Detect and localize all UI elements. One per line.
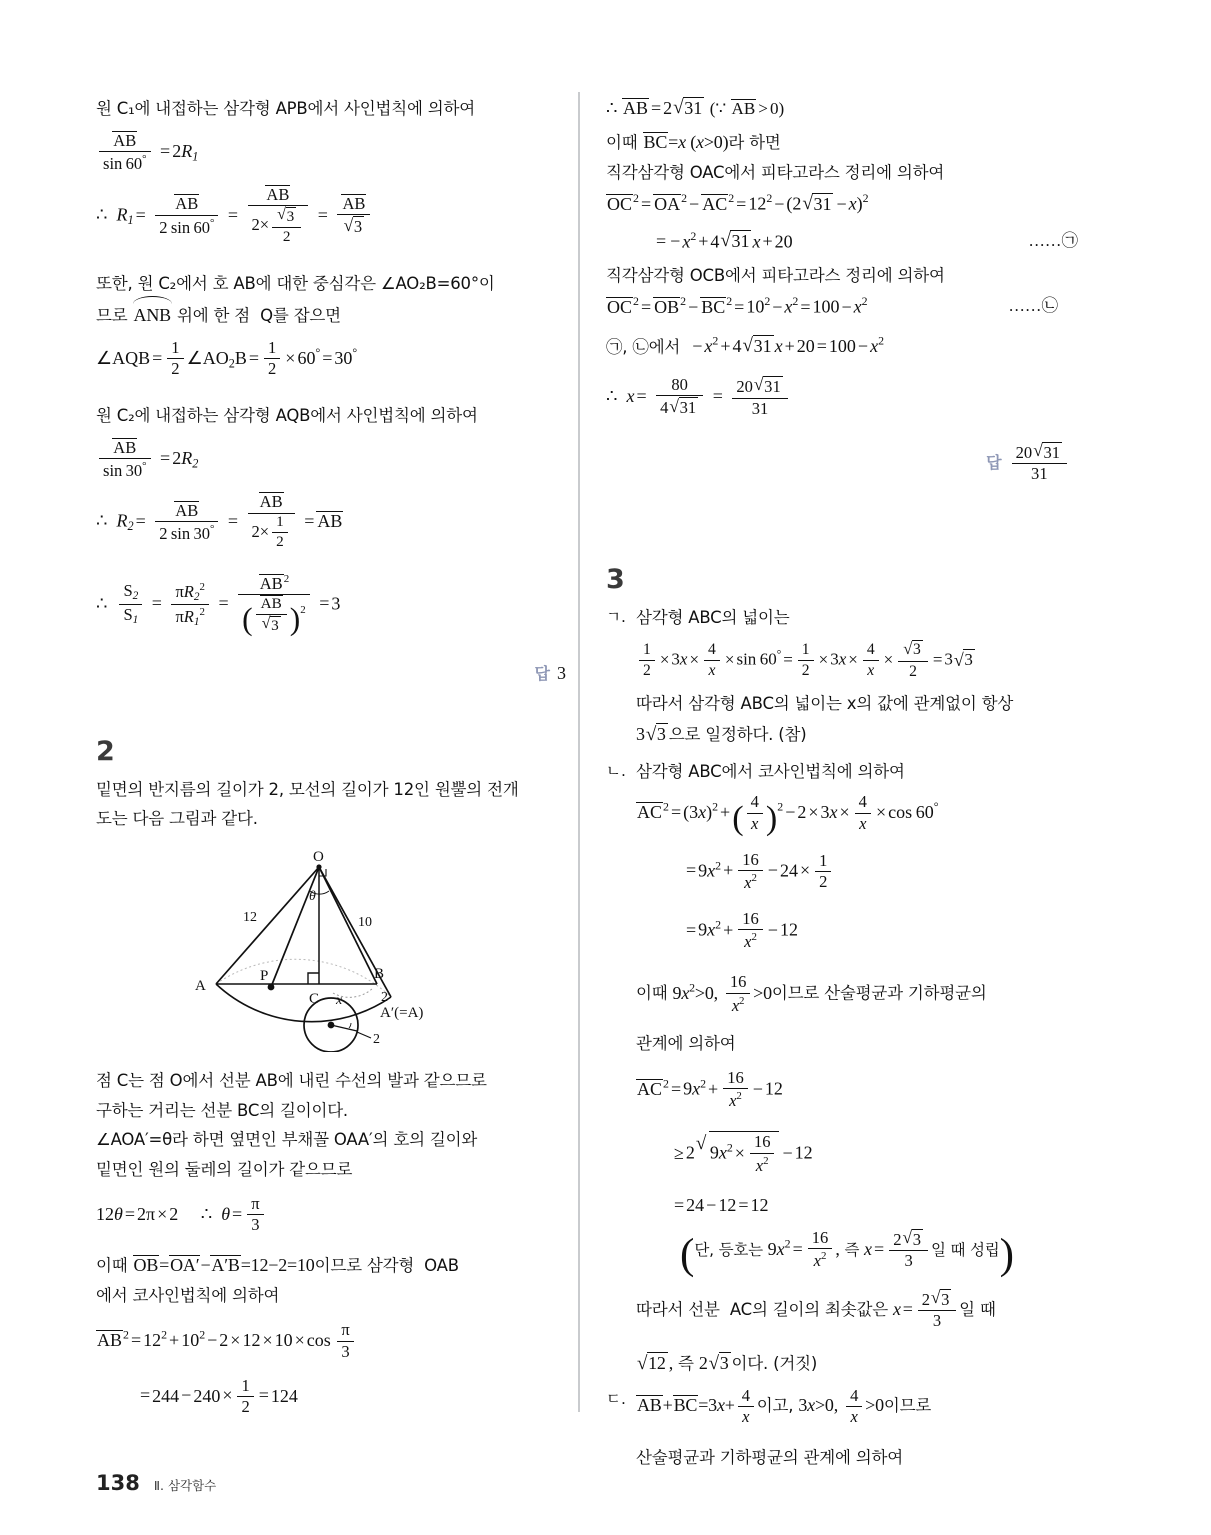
q3-item-b-line3: 관계에 의하여 (636, 1034, 736, 1054)
cone-net-figure (96, 847, 566, 1052)
equation-area-ratio: ∴ $\frac{S_2}{S_1}$ = $\frac{\pi R_2^2}{\pi R_1^2}$ = $AB^2$ ( AB √ 3 )$^2$ = 3 (96, 574, 566, 637)
right-line-ocb: 직각삼각형 OCB에서 피타고라스 정리에 의하여 (606, 266, 945, 286)
answer-value: 3 (557, 662, 566, 683)
page-number: 138 (96, 1471, 140, 1495)
cone-net-svg (181, 847, 481, 1052)
right-equation-oc2-b: = − $x^2 + 4$ √ 31 x + 20 ……㉠ (606, 228, 1084, 254)
q2-statement-line1: 밑면의 반지름의 길이가 2, 모선의 길이가 12인 원뿔의 전개 (96, 779, 519, 799)
q3-b-equation-1: $AC^2 = (3x)^2$ +( $\frac{4}{x}$ )$^2$ − 2 × 3x × $\frac{4}{x}$ × cos 60° (637, 792, 939, 838)
q3-item-a (606, 605, 1084, 632)
right-line-bc: 이때 BC=x (x>0)라 하면 (606, 132, 781, 153)
figure-label-b: B (374, 965, 385, 982)
equation-ab-over-sin60: $\frac{AB}{\sin 60^\circ}$ = $2R_1$ (96, 132, 566, 174)
figure-label-2-side: 2 (381, 989, 388, 1005)
q3-item-c-marker: ㄷ. (606, 1390, 626, 1409)
q2-equation-theta: 12θ = 2π × 2 ∴ θ = $\frac{\pi}{3}$ (96, 1196, 566, 1235)
q3-b-equation-4: $AC^2 = 9x^2$ + $\frac{16}{x^2}$ − 12 (637, 1068, 783, 1111)
chapter-label: Ⅱ. 삼각함수 (153, 1478, 217, 1493)
equation-r1: ∴ $R_1$ = $\frac{AB}{2 \sin 60^\circ}$ = AB 2× √ $\frac{3}{2}$ = AB √ 3 (96, 186, 566, 247)
figure-label-theta: θ (309, 888, 316, 904)
figure-label-a: A (195, 977, 206, 994)
left-column (96, 96, 566, 1425)
q2-solution-line6: 에서 코사인법칙에 의하여 (96, 1286, 280, 1306)
figure-label-12: 12 (243, 909, 257, 925)
left-paragraph-2a: 또한, 원 C₂에서 호 AB에 대한 중심각은 ∠AO₂B=60°이 (96, 273, 495, 293)
answer-label: 답 (534, 663, 550, 683)
left-paragraph-1: 원 C₁에 내접하는 삼각형 APB에서 사인법칙에 의하여 (96, 99, 476, 118)
right-column (606, 96, 1084, 1481)
q3-a-equation-area: $\frac{1}{2}$ × 3x × $\frac{4}{x}$ × sin 60° = $\frac{1}{2}$ × 3x × $\frac{4}{x}$ × √ $\frac{3}{2}$ = 3 √ 3 (606, 641, 1084, 681)
figure-label-o: O (313, 848, 324, 865)
figure-label-x: x (336, 992, 343, 1008)
segment-op (271, 867, 319, 987)
q3-item-a-line3: 3 √ 3 으로 일정하다. (참) (606, 720, 1084, 749)
answer-row-1 (96, 661, 566, 684)
q3-item-c-line1: AB+BC=3x+ $\frac{4}{x}$ 이고, 3x>0, $\frac{4}{x}$ >0이므로 (637, 1385, 932, 1426)
q2-solution-line5: 이때 OB=OA′−A′B=12−2=10이므로 삼각형 OAB (96, 1255, 459, 1276)
q3-b-note: (단, 등호는 $9x^2$ = $\frac{16}{x^2}$ , 즉 x = $\frac{2 √ 3}{3}$ 일 때 성립) (606, 1230, 1084, 1272)
question-number-2: 2 (96, 735, 115, 767)
q3-item-b (606, 759, 1084, 786)
base-radius-leader (357, 1032, 371, 1038)
q3-item-b-line4: 따라서 선분 AC의 길이의 최솟값은 x = $\frac{2 √ 3}{3}$ 일 때 (606, 1290, 1084, 1332)
q2-solution-line2: 구하는 거리는 선분 BC의 길이이다. (96, 1100, 348, 1120)
q2-equation-ab2: $AB^2 = 12^2 + 10^2 - 2 \times 12 \times 10 \times \cos$ $\frac{\pi}{3}$ (96, 1322, 566, 1361)
q3-b-equation-3: = $9x^2$ + $\frac{16}{x^2}$ − 12 (686, 909, 798, 952)
figure-label-c: C (309, 990, 320, 1007)
equation-tag-2: ……㉡ (1008, 296, 1058, 316)
q3-item-a-line1: 삼각형 ABC의 넓이는 (636, 608, 790, 628)
right-equation-x: ∴ x = $\frac{80}{4 √ 31}$ = $\frac{20 √ 31}{31}$ (606, 377, 1084, 419)
q2-solution-line1: 점 C는 점 O에서 선분 AB에 내린 수선의 발과 같으므로 (96, 1070, 487, 1090)
point-o-dot (316, 864, 321, 869)
q3-b-equation-2: = $9x^2$ + $\frac{16}{x^2}$ − 24 × $\frac{1}{2}$ (606, 852, 1084, 893)
answer-label: 답 (986, 452, 1002, 472)
right-angle-mark-c (308, 973, 319, 984)
q3-item-b-line1: 삼각형 ABC에서 코사인법칙에 의하여 (636, 761, 905, 781)
right-equation-oc2-c: $OC^2 = OB^2 - BC^2 = 10^2 - x^2 = 100 - x^2$ ……㉡ (607, 294, 1058, 317)
right-line-oac: 직각삼각형 OAC에서 피타고라스 정리에 의하여 (606, 163, 945, 183)
equation-ab-over-sin30: $\frac{AB}{\sin 30^\circ}$ = $2R_2$ (96, 439, 566, 481)
answer-row-2 (606, 443, 1084, 485)
column-divider (578, 92, 580, 1412)
question-number-3: 3 (606, 564, 625, 596)
q2-equation-ab2-value: = 244 − 240 × $\frac{1}{2}$ = 124 (140, 1375, 298, 1416)
q3-b-equation-6: = 24 − 12 = 12 (674, 1195, 769, 1216)
answer-value: $\frac{20 √ 31}{31}$ (1009, 452, 1070, 472)
page-footer (96, 1471, 216, 1495)
figure-label-p: P (260, 967, 269, 984)
left-paragraph-3: 원 C₂에 내접하는 삼각형 AQB에서 사인법칙에 의하여 (96, 406, 478, 426)
right-equation-ab: ∴ AB = 2 √ 31 (∵ AB > 0) (606, 96, 1084, 120)
q3-item-a-marker: ㄱ. (606, 608, 626, 627)
equation-aqb: ∠AQB = $\frac{1}{2}$ ∠AO2B = $\frac{1}{2}$ × 60° = 30° (96, 337, 358, 379)
q2-solution-line4: 밑면인 원의 둘레의 길이가 같으므로 (96, 1160, 353, 1180)
q3-item-b-line2: 이때 $9x^2>0$, $\frac{16}{x^2}$ >0이므로 산술평균과 기하평균의 (636, 972, 987, 1015)
left-paragraph-2b: 므로 ANB 위에 한 점 Q를 잡으면 (96, 301, 566, 330)
right-line-combine: ㉠, ㉡에서 − $x^2 + 4$ √ 31 $x + 20 = 100 - x^2$ (606, 333, 1084, 359)
sector-outline (216, 867, 391, 997)
equation-r2: ∴ $R_2$ = $\frac{AB}{2 \sin 30^\circ}$ = AB 2× $\frac{1}{2}$ = AB (96, 492, 343, 550)
q3-item-b-marker: ㄴ. (606, 761, 626, 780)
q3-item-b-line5: √ 12 , 즉 2 √ 3 이다. (거짓) (606, 1349, 1084, 1378)
q3-item-c-line2: 산술평균과 기하평균의 관계에 의하여 (636, 1447, 903, 1467)
point-p-dot (268, 984, 275, 991)
q3-item-c (606, 1387, 1084, 1426)
q2-solution-line3: ∠AOA′=θ라 하면 옆면인 부채꼴 OAA′의 호의 길이와 (96, 1130, 478, 1150)
right-equation-oc2-a: $OC^2 = OA^2 - AC^2 = 12^2 - (2$ √ 31 − x)$^2$ (606, 190, 1084, 216)
figure-label-aprime: A′(=A) (380, 1004, 424, 1021)
base-radius-line (331, 1025, 357, 1031)
base-radius-tick (349, 1023, 351, 1028)
segment-oa (216, 867, 319, 984)
base-arc (216, 984, 391, 1022)
figure-label-10: 10 (358, 914, 372, 930)
q2-statement-line2: 도는 다음 그림과 같다. (96, 809, 258, 829)
equation-tag-1: ……㉠ (1028, 230, 1078, 250)
q3-item-a-line2: 따라서 삼각형 ABC의 넓이는 x의 값에 관계없이 항상 (636, 693, 1014, 713)
figure-label-2-radius: 2 (373, 1031, 380, 1047)
q3-b-equation-5: ≥ 2 √ $9x^2$ × $\frac{16}{x^2}$ − 12 (606, 1131, 1084, 1175)
